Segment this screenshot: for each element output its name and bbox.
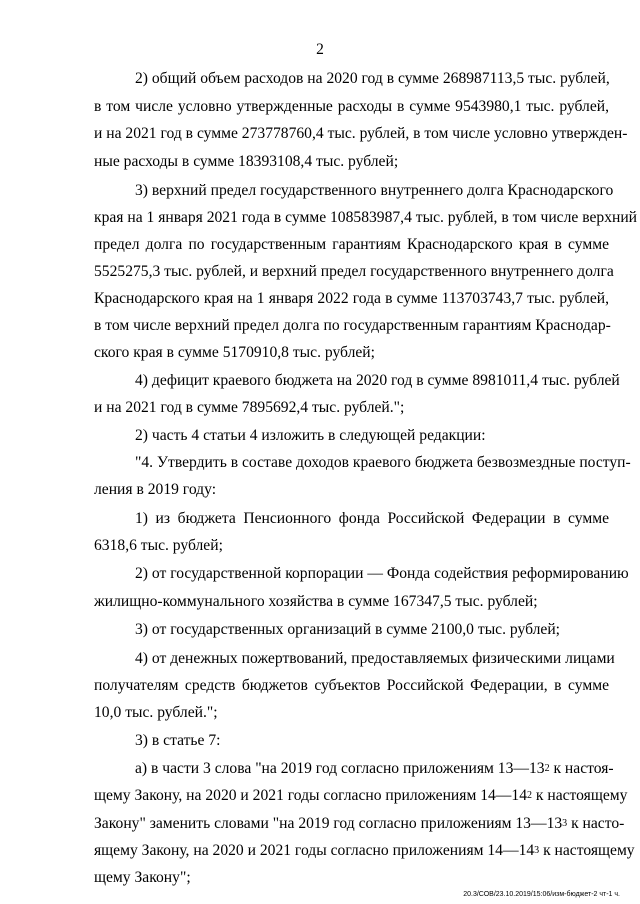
text-line: в том числе условно утвержденные расходы в сумме 9543980,1 тыс. рублей, bbox=[94, 98, 609, 115]
text-line: в том числе верхний предел долга по государственным гарантиям Краснодар- bbox=[94, 317, 611, 334]
text-line: а) в части 3 слова "на 2019 год согласно приложениям $13—13^2$ к настоя- bbox=[135, 760, 614, 777]
text-line: и на 2021 год в сумме 7895692,4 тыс. рублей."; bbox=[94, 399, 405, 416]
text-line: ящему Закону, на 2020 и 2021 годы согласно приложениям $14—14^3$ к настоящему bbox=[94, 842, 635, 859]
text-line: 3) в статье 7: bbox=[135, 732, 221, 749]
text-line: Краснодарского края на 1 января 2022 года в сумме 113703743,7 тыс. рублей, bbox=[94, 290, 609, 307]
text-line: ского края в сумме 5170910,8 тыс. рублей; bbox=[94, 344, 375, 361]
text-line: 3) от государственных организаций в сумме 2100,0 тыс. рублей; bbox=[135, 621, 560, 638]
text-line: 4) от денежных пожертвований, предоставляемых физическими лицами bbox=[135, 650, 615, 667]
document-footer-id: 20.3/СОВ/23.10.2019/15:06/изм-бюджет-2 чт-1 ч. bbox=[463, 891, 620, 898]
text-line: 2) часть 4 статьи 4 изложить в следующей редакции: bbox=[135, 427, 486, 444]
text-line: получателям средств бюджетов субъектов Российской Федерации, в сумме bbox=[94, 677, 609, 694]
text-line: 2) общий объем расходов на 2020 год в сумме 268987113,5 тыс. рублей, bbox=[135, 70, 610, 87]
text-line: 5525275,3 тыс. рублей, и верхний предел государственного внутреннего долга bbox=[94, 263, 614, 280]
text-line: "4. Утвердить в составе доходов краевого бюджета безвозмездные поступ- bbox=[135, 454, 631, 471]
text-line: 4) дефицит краевого бюджета на 2020 год в сумме 8981011,4 тыс. рублей bbox=[135, 372, 620, 389]
text-line: щему Закону, на 2020 и 2021 годы согласно приложениям $14—14^2$ к настоящему bbox=[94, 787, 628, 804]
text-line: жилищно-коммунального хозяйства в сумме 167347,5 тыс. рублей; bbox=[94, 593, 538, 610]
text-line: Закону" заменить словами "на 2019 год согласно приложениям $13—13^3$ к насто- bbox=[94, 815, 625, 832]
text-line: ления в 2019 году: bbox=[94, 481, 217, 498]
text-line: края на 1 января 2021 года в сумме 108583987,4 тыс. рублей, в том числе верхний bbox=[94, 209, 638, 226]
text-line: и на 2021 год в сумме 273778760,4 тыс. рублей, в том числе условно утвержден- bbox=[94, 125, 628, 142]
page-number: 2 bbox=[316, 41, 324, 58]
text-line: 10,0 тыс. рублей."; bbox=[94, 704, 218, 721]
text-line: ные расходы в сумме 18393108,4 тыс. рублей; bbox=[94, 153, 399, 170]
text-line: 6318,6 тыс. рублей; bbox=[94, 537, 223, 554]
text-line: предел долга по государственным гарантиям Краснодарского края в сумме bbox=[94, 236, 609, 253]
text-line: щему Закону"; bbox=[94, 869, 191, 886]
text-line: 2) от государственной корпорации — Фонда содействия реформированию bbox=[135, 565, 629, 582]
text-line: 3) верхний предел государственного внутреннего долга Краснодарского bbox=[135, 182, 614, 199]
text-line: 1) из бюджета Пенсионного фонда Российской Федерации в сумме bbox=[135, 510, 609, 527]
